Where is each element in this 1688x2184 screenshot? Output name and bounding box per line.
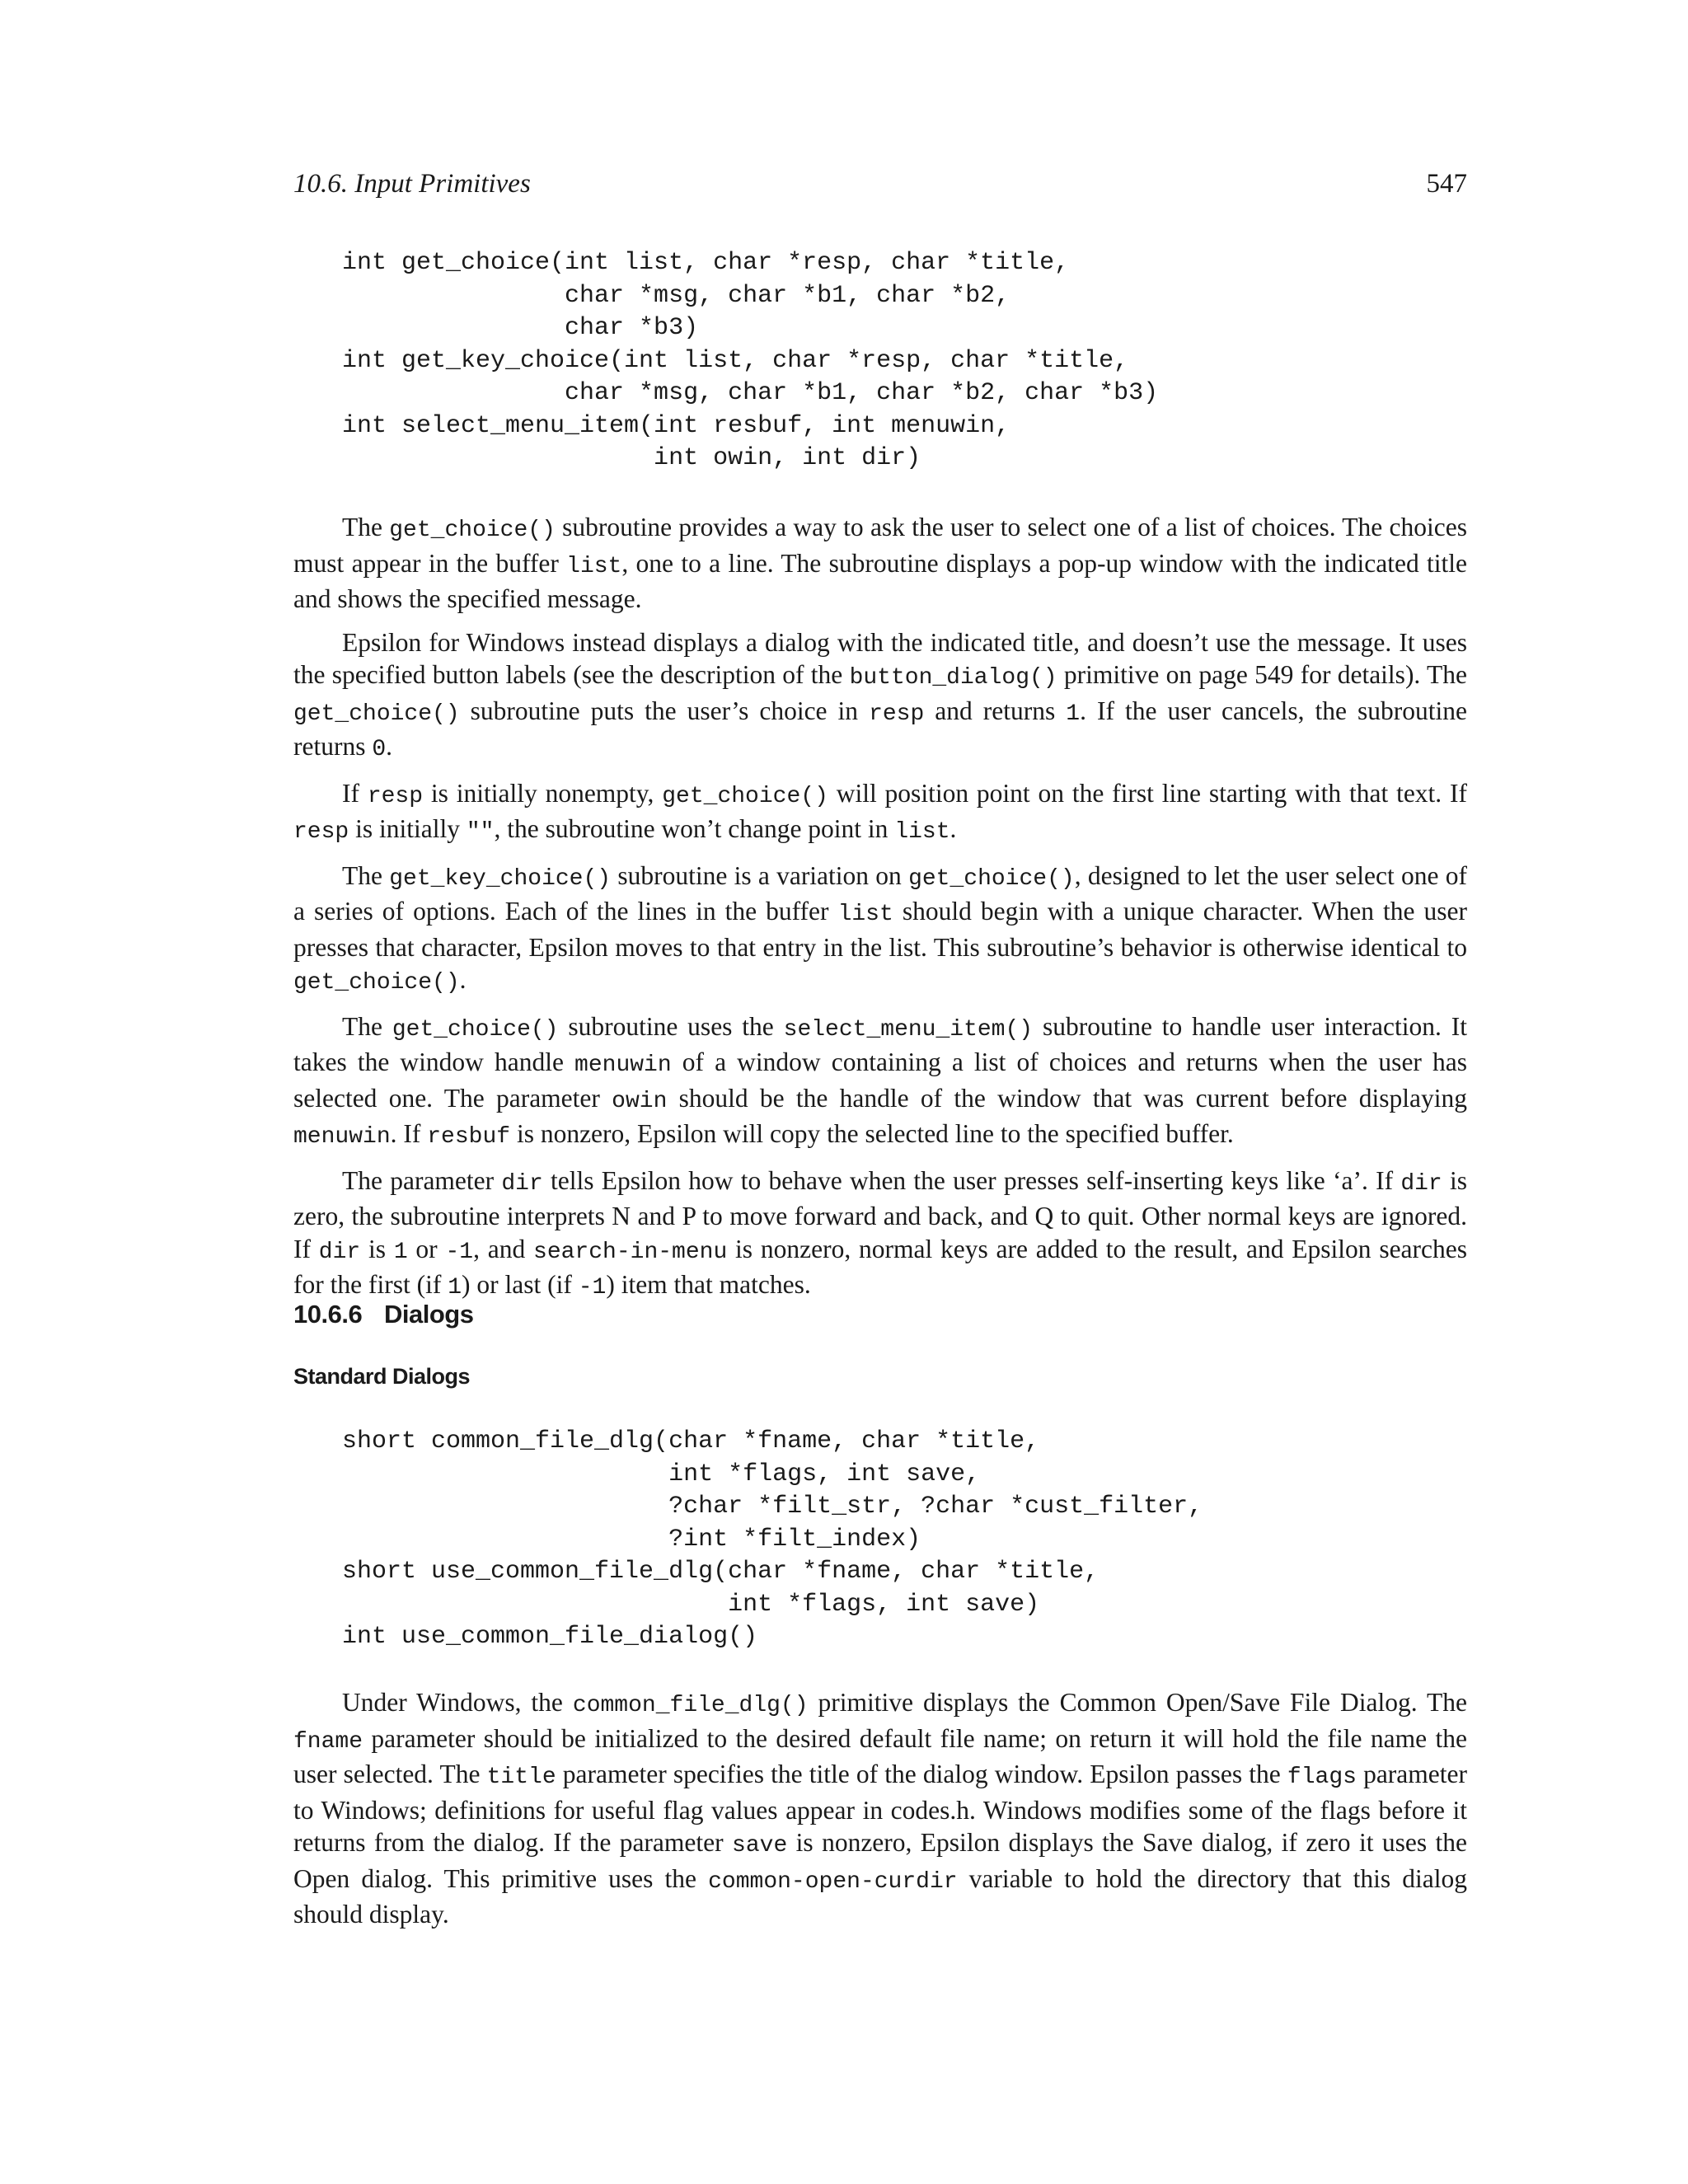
code-line: ?char *filt_str, ?char *cust_filter, [342,1493,1203,1521]
paragraph-windows-dialog: Epsilon for Windows instead displays a dialog with the indicated title, and doesn’t use the message. It uses the specified button labels (see the description of the button_dialog() primitive on page 549 for details). The get_choice() subroutine puts the user’s choice in resp and returns 1. If the user cancels, the subroutine returns 0. [293,627,1468,762]
code-line: int *flags, int save) [342,1590,1040,1619]
section-heading: 10.6.6 Dialogs [293,1300,474,1329]
code-line: char *msg, char *b1, char *b2, char *b3) [342,379,1159,407]
code-line: int get_key_choice(int list, char *resp, char *title, [342,346,1129,375]
code-block-file-dialog [342,1426,1203,1654]
code-block-input-functions [342,247,1158,476]
code-line: int owin, int dir) [342,444,921,472]
running-header [293,169,1467,205]
page-number: 547 [1426,169,1467,199]
body-text-part-2 [293,1686,1467,1942]
paragraph-common-file-dlg: Under Windows, the common_file_dlg() primitive displays the Common Open/Save File Dialog. The fname parameter should be initialized to the desired default file name; on return it will hold the file name the user selected. The title parameter specifies the title of the dialog window. Epsilon passes the flags parameter to Windows; definitions for useful flag values appear in codes.h. Windows modifies some of the flags before it returns from the dialog. If the parameter save is nonzero, Epsilon displays the Save dialog, if zero it uses the Open dialog. This primitive uses the common-open-curdir variable to hold the directory that this dialog should display. [293,1688,1467,1929]
paragraph-select-menu-item: The get_choice() subroutine uses the select_menu_item() subroutine to handle user interaction. It takes the window handle menuwin of a window containing a list of choices and returns when the user has selected one. The parameter owin should be the handle of the window that was current before displaying menuwin. If resbuf is nonzero, Epsilon will copy the selected line to the specified buffer. [293,1011,1468,1150]
code-line: short use_common_file_dlg(char *fname, char *title, [342,1558,1100,1586]
paragraph-dir-parameter: The parameter dir tells Epsilon how to behave when the user presses self-inserting keys like ‘a’. If dir is zero, the subroutine interprets N and P to move forward and back, and Q to quit. Other normal keys are ignored. If dir is 1 or -1, and search-in-menu is nonzero, normal keys are added to the result, and Epsilon searches for the first (if 1) or last (if -1) item that matches. [293,1165,1468,1301]
paragraph-get-choice: The get_choice() subroutine provides a way to ask the user to select one of a list of choices. The choices must appear in the buffer list, one to a line. The subroutine displays a pop-up window with the indicated title and shows the specified message. [293,513,1467,613]
code-line: int get_choice(int list, char *resp, char *title, [342,249,1070,277]
code-line: int select_menu_item(int resbuf, int menuwin, [342,411,1010,440]
code-line: int use_common_file_dialog() [342,1623,758,1651]
code-line: char *msg, char *b1, char *b2, [342,281,1010,310]
paragraph-get-key-choice: The get_key_choice() subroutine is a variation on get_choice(), designed to let the user select one of a series of options. Each of the lines in the buffer list should begin with a unique character. When the user presses that character, Epsilon moves to that entry in the list. This subroutine’s behavior is otherwise identical to get_choice(). [293,860,1467,996]
code-line: char *b3) [342,314,699,342]
code-line: ?int *filt_index) [342,1525,921,1554]
code-line: short common_file_dlg(char *fname, char *title, [342,1427,1040,1455]
body-text-part-1 [293,511,1467,1315]
paragraph-resp: If resp is initially nonempty, get_choice() will position point on the first line starting with that text. If resp is initially "", the subroutine won’t change point in list. [293,778,1467,845]
section-title: 10.6. Input Primitives [293,169,531,199]
subsection-heading: Standard Dialogs [293,1364,471,1389]
code-line: int *flags, int save, [342,1460,981,1488]
